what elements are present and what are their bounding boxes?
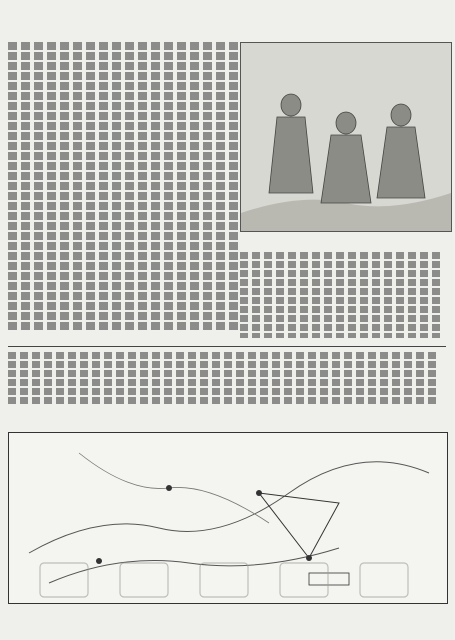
body-text-right (240, 252, 450, 342)
body-text-upper (8, 42, 238, 342)
watermark (30, 555, 430, 605)
body-text-lower (8, 352, 448, 410)
section-divider (8, 346, 446, 347)
illustration (240, 42, 452, 232)
footer (8, 624, 448, 636)
figure-caption (240, 232, 450, 246)
map-title (8, 414, 446, 430)
